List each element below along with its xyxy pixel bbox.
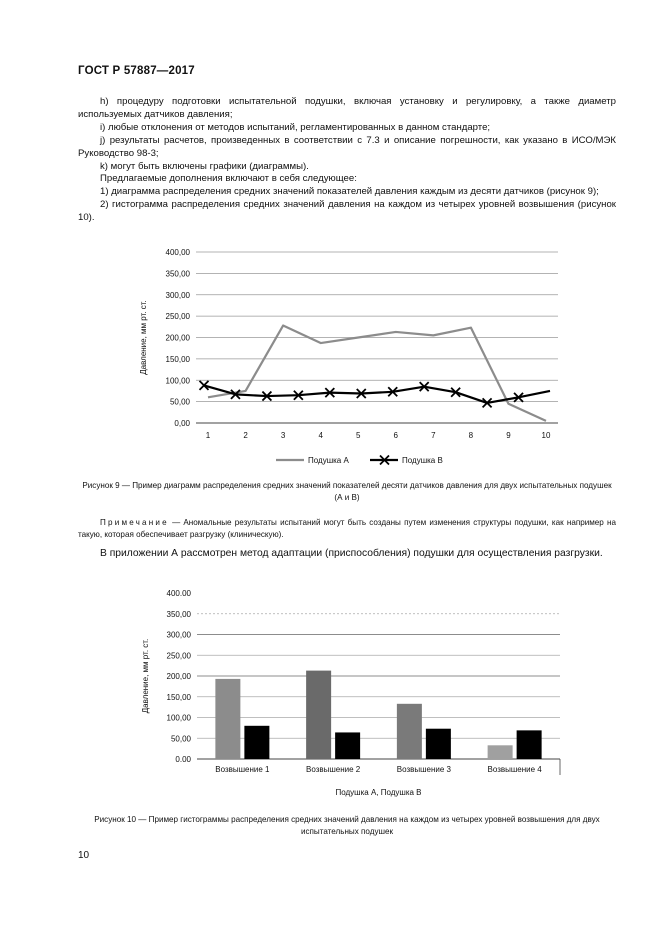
- y-tick-label: 250,00: [166, 651, 191, 661]
- x-tick-label: 4: [318, 431, 323, 440]
- y-tick-label: 100,00: [165, 376, 190, 386]
- y-tick-label: 250,00: [165, 312, 190, 322]
- y-tick-label: 150,00: [166, 692, 191, 702]
- bar-a: [306, 671, 331, 759]
- bar-b: [517, 730, 542, 759]
- paragraph: h) процедуру подготовки испытательной подушки, включая установку и регулировку, а также диаметр используемых датчиков давления;: [78, 96, 616, 120]
- y-axis-label: Давление, мм рт. ст.: [139, 300, 148, 375]
- body-text: [78, 96, 616, 225]
- x-tick-label: Возвышение 1: [215, 765, 270, 774]
- paragraph: i) любые отклонения от методов испытаний, регламентированных в данном стандарте;: [100, 121, 491, 133]
- note-label: Примечание: [100, 518, 169, 527]
- appendix-reference: В приложении А рассмотрен метод адаптации (приспособления) подушки для осуществления разгрузки.: [100, 548, 603, 559]
- bar-a: [397, 704, 422, 759]
- x-tick-label: Возвышение 4: [487, 765, 542, 774]
- legend-label-b: Подушка В: [402, 456, 443, 465]
- page-number: 10: [78, 850, 90, 861]
- y-tick-label: 0.00: [175, 755, 191, 764]
- series-line-a: [208, 326, 546, 421]
- y-tick-label: 150,00: [165, 354, 190, 364]
- y-tick-label: 0,00: [174, 419, 190, 428]
- paragraph: Предлагаемые дополнения включают в себя следующее:: [100, 173, 357, 185]
- legend-label-a: Подушка А: [308, 456, 349, 465]
- x-tick-label: 10: [541, 431, 551, 440]
- figure-10-caption: Рисунок 10 — Пример гистограммы распределения средних значений давления на каждом из четырех уровней возвышения для двух испытательных подушек: [94, 815, 600, 836]
- x-tick-label: Возвышение 3: [396, 765, 451, 774]
- x-tick-label: 6: [393, 431, 399, 440]
- y-tick-label: 50,00: [170, 734, 191, 744]
- note-text: — Аномальные результаты испытаний могут быть созданы путем изменения структуры подушки, как например на такую, которая обеспечивает разгрузку (клиническую).: [78, 518, 616, 539]
- x-tick-label: 7: [431, 431, 436, 440]
- y-tick-label: 300,00: [165, 290, 190, 300]
- y-tick-label: 200,00: [165, 333, 190, 343]
- figure-9: [0, 240, 661, 475]
- x-axis-label: Подушка А, Подушка В: [335, 788, 422, 797]
- series-line-b: [204, 385, 550, 403]
- y-tick-label: 350,00: [166, 609, 191, 619]
- line-chart: [0, 240, 661, 475]
- y-axis-label: Давление, мм рт. ст.: [141, 638, 150, 714]
- x-tick-label: 1: [205, 431, 211, 440]
- x-tick-label: 8: [468, 431, 474, 440]
- bar-a: [488, 745, 513, 759]
- paragraph: j) результаты расчетов, произведенных в соответствии с 7.3 и описание погрешности, как указано в ИСО/МЭК Руководство 98-3;: [78, 134, 616, 159]
- figure-10: [0, 585, 661, 805]
- figure-9-caption: Рисунок 9 — Пример диаграмм распределения средних значений показателей десяти датчиков давления для двух испытательных подушек (А и В): [82, 481, 612, 502]
- y-tick-label: 200,00: [166, 672, 191, 681]
- x-tick-label: 3: [280, 431, 286, 440]
- note: [78, 517, 616, 540]
- y-tick-label: 100,00: [166, 713, 191, 723]
- bar-chart: [0, 585, 661, 805]
- y-tick-label: 350,00: [165, 269, 190, 279]
- x-tick-label: Возвышение 2: [306, 765, 361, 774]
- bar-b: [335, 732, 360, 759]
- paragraph: 2) гистограмма распределения средних значений давления на каждом из четырех уровней возвышения (рисунок 10).: [78, 199, 616, 224]
- x-tick-label: 9: [506, 431, 511, 440]
- bar-a: [215, 679, 240, 759]
- y-tick-label: 300,00: [166, 630, 191, 640]
- x-tick-label: 2: [243, 431, 248, 440]
- paragraph: 1) диаграмма распределения средних значений показателей давления каждым из десяти датчиков (рисунок 9);: [100, 186, 599, 198]
- y-tick-label: 50,00: [169, 397, 190, 407]
- bar-b: [426, 729, 451, 759]
- x-tick-label: 5: [355, 431, 361, 440]
- y-tick-label: 400,00: [165, 248, 190, 257]
- paragraph: k) могут быть включены графики (диаграммы).: [100, 160, 309, 172]
- document-header: ГОСТ Р 57887—2017: [78, 65, 195, 77]
- y-tick-label: 400.00: [166, 589, 191, 598]
- bar-b: [244, 726, 269, 759]
